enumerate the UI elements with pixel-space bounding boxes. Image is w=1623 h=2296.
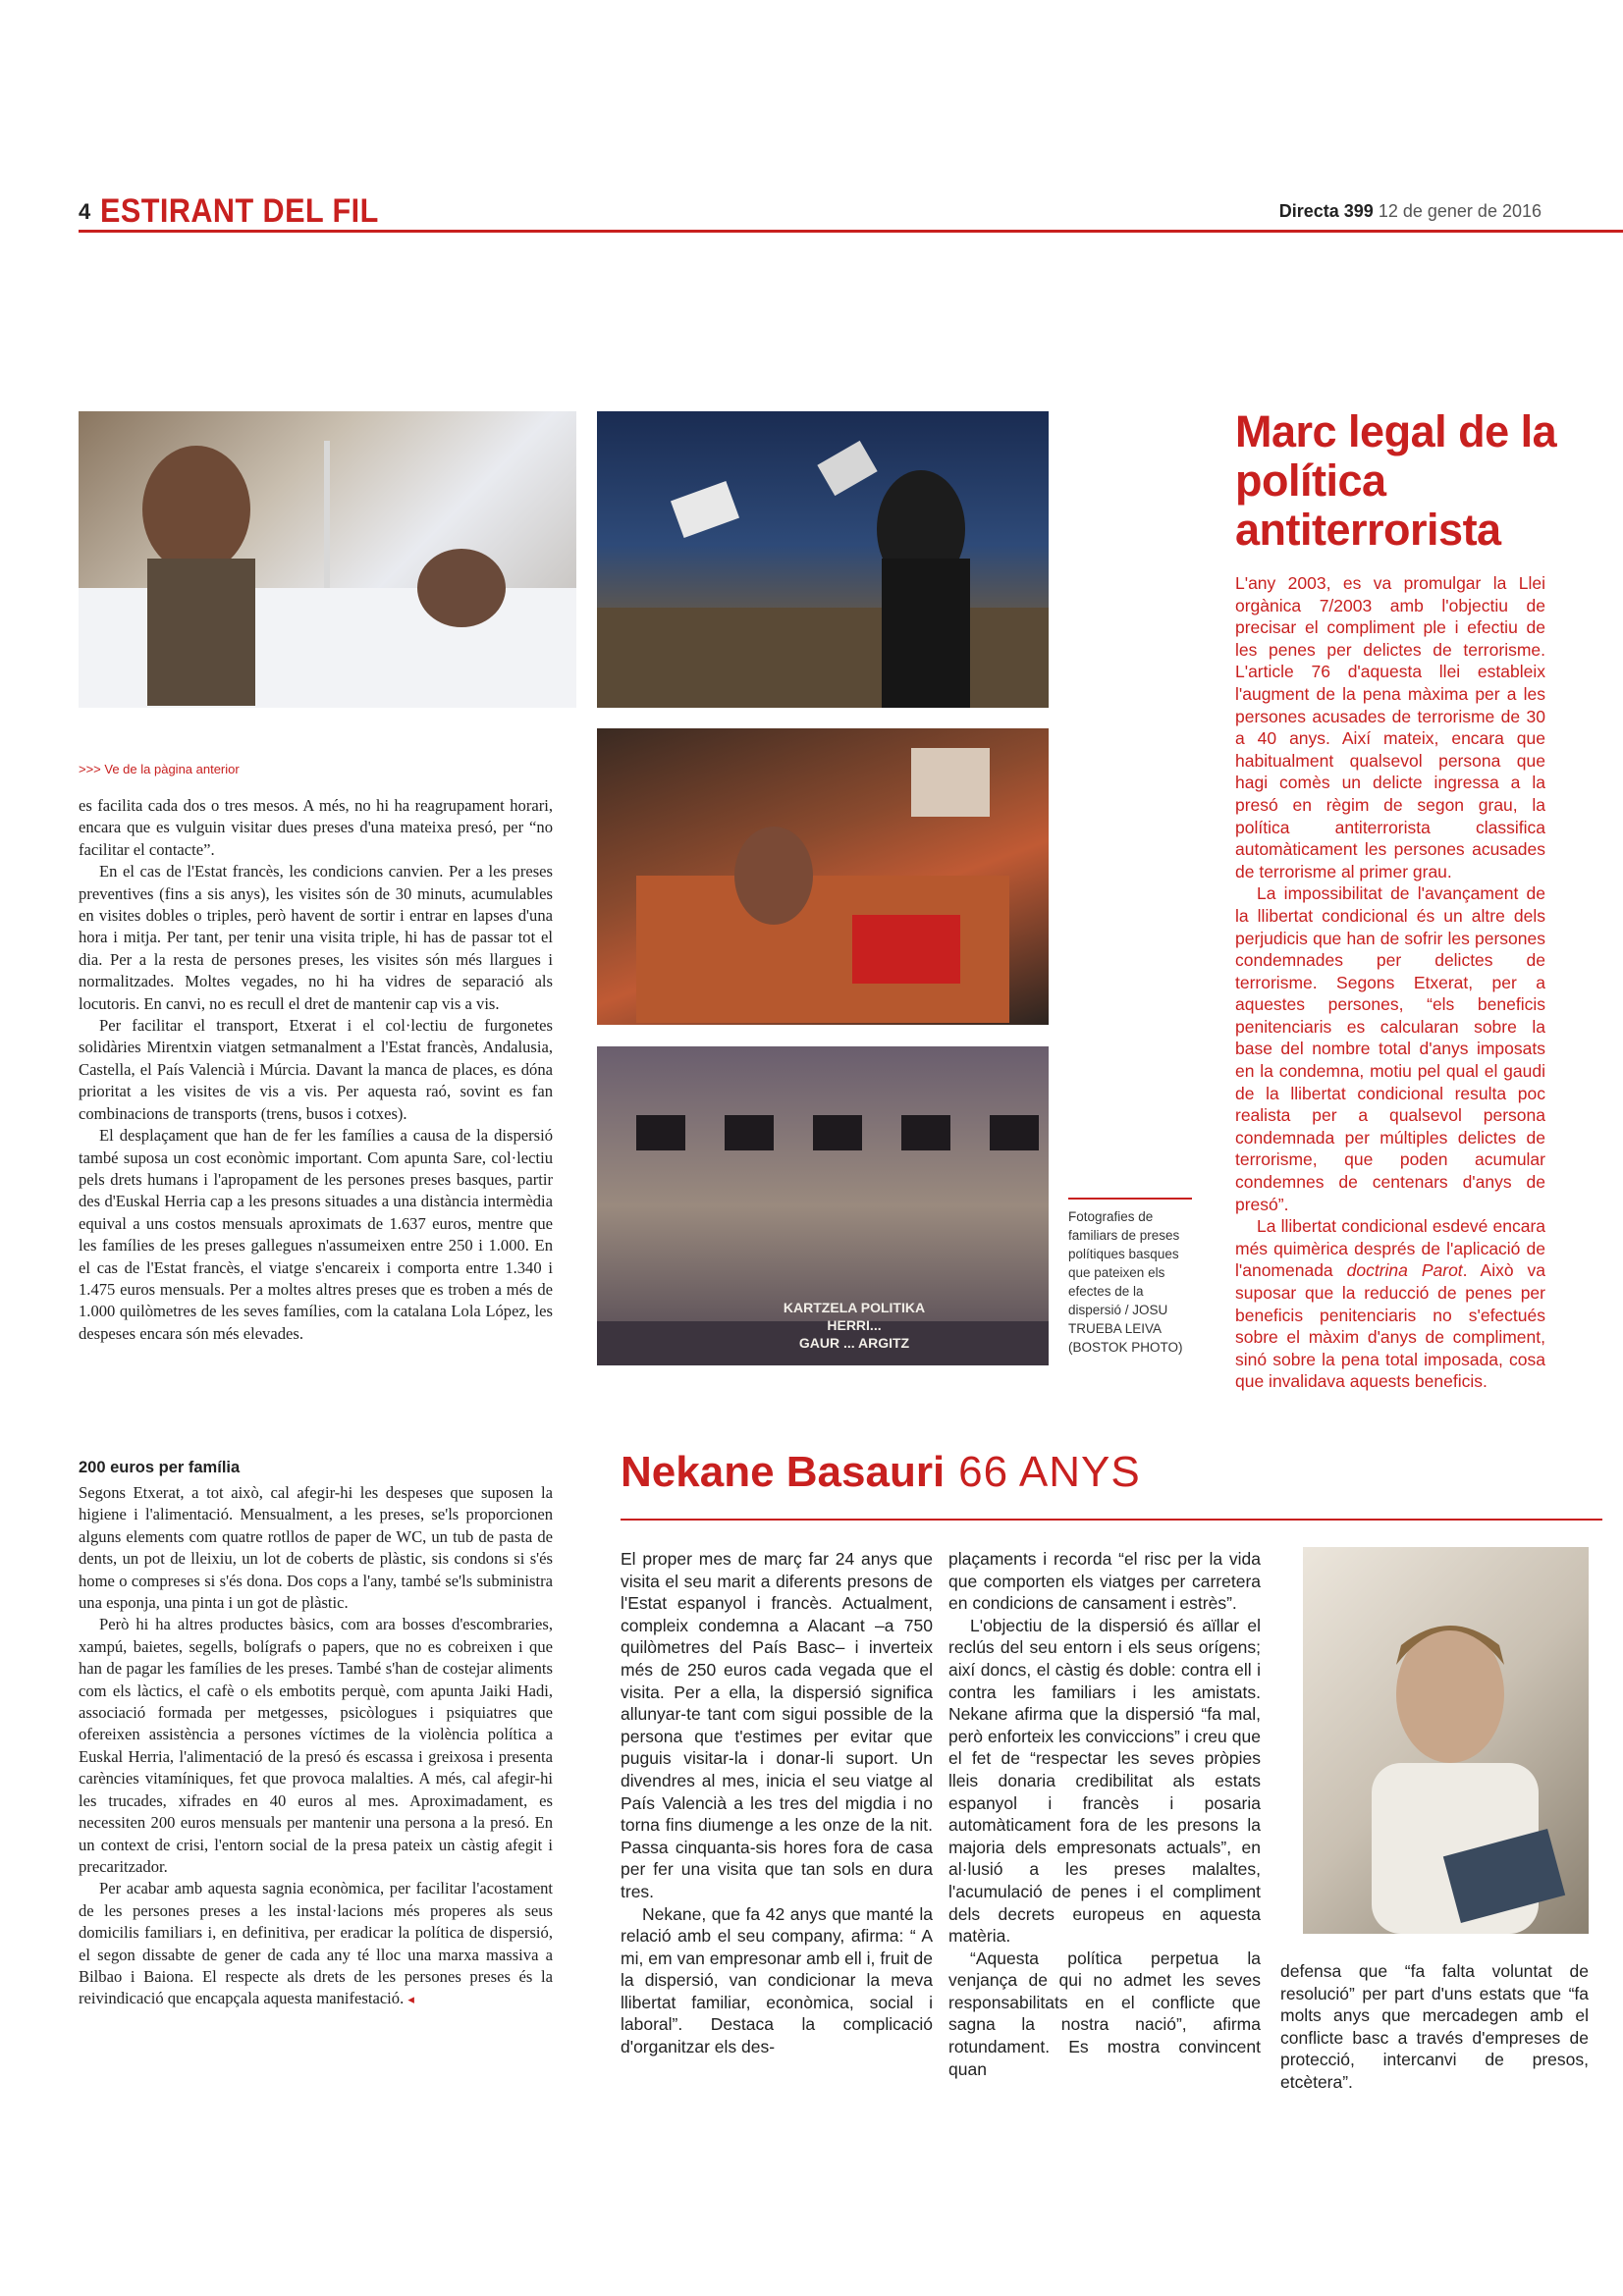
sidebar-text: La llibertat condicional esdevé encara més quimèrica després de l'aplicació de l'anomenada — [1235, 1216, 1545, 1281]
sidebar-text: . Això va suposar que la reducció de penes per beneficis penitenciaris no s'efectués sobre el màxim d'anys de compliment, sinó sobre la pena total imposada, cosa que invalidava aquests beneficis. — [1235, 1260, 1545, 1392]
article-paragraph: El desplaçament que han de fer les famílies a causa de la dispersió també suposa un cost econòmic important. Com apunta Sare, col·lectiu pels drets humans i l'apropament de les persones preses basques, partir des d'Euskal Herria cap a les presons situades a una distància intermèdia equival a uns costos mensuals aproximats de 1.637 euros, mentre que les famílies de les preses gallegues n'assumeixen entre 250 i 1.000. En el cas de l'Estat francès, el viatge s'encareix i comporta entre 1.340 i 1.475 euros mensuals. Per a moltes altres preses que es troben a més de 1.000 quilòmetres de les seves famílies, com la catalana Lola López, les despeses encara són més elevades. — [79, 1126, 553, 1343]
sidebar-paragraph — [1235, 1215, 1545, 1393]
photo-protest-march — [597, 411, 1049, 708]
graffiti-text: KARTZELA POLITIKA HERRI... GAUR ... ARGITZ — [783, 1300, 926, 1351]
continued-from-label: >>> Ve de la pàgina anterior — [79, 762, 240, 776]
photo-hospital-visit — [79, 411, 576, 708]
profile-heading — [621, 1448, 1141, 1497]
section-title: ESTIRANT DEL FIL — [100, 192, 379, 230]
article-paragraph: Per facilitar el transport, Etxerat i el col·lectiu de furgonetes solidàries Mirentxin viatgen setmanalment a l'Estat francès, Andalusia, Castella, el País Valencià i Múrcia. Davant la manca de places, es dóna prioritat a les visites de vis a vis. Per aquesta raó, sovint es fan combinacions de transports (trens, busos i cotxes). — [79, 1016, 553, 1123]
profile-paragraph: El proper mes de març far 24 anys que visita el seu marit a diferents presons de l'Estat espanyol i francès. Actualment, compleix condemna a Alacant –a 750 quilòmetres del País Basc– i inverteix més de 250 euros cada vegada que el visita. Per a ella, la dispersió significa allunyar-te tant com sigui possible de la persona que t'estimes per evitar que puguis visitar-la i donar-li suport. Un divendres al mes, inicia el seu viatge al País Valencià a les tres del migdia i no torna fins diumenge a les onze de la nit. Passa cinquanta-sis hores fora de casa per fer una visita que tan sols en dura tres. — [621, 1549, 933, 1901]
profile-paragraph: “Aquesta política perpetua la venjança de qui no admet les seves responsabilitats en el conflicte que sagna la nostra nació”, afirma rotundament. Es mostra convincent quan — [948, 1948, 1261, 2079]
publication-name: Directa 399 — [1278, 201, 1374, 221]
doctrina-parot-term: doctrina Parot — [1346, 1260, 1463, 1281]
protest-photo-illustration — [597, 411, 1049, 708]
profile-column-2 — [948, 1548, 1261, 2080]
sidebar-body — [1235, 572, 1545, 1393]
profile-column-3 — [1280, 1960, 1589, 2094]
page-number: 4 — [79, 199, 91, 224]
end-mark-icon: ◂ — [407, 1992, 414, 2007]
header-rule — [79, 230, 1623, 233]
profile-paragraph: L'objectiu de la dispersió és aïllar el reclús del seu entorn i els seus orígens; així doncs, el càstig és doble: contra ell i contra les familiars i les amistats. Nekane afirma que la dispersió “fa mal, però enforteix les conviccions” i creu que el fet de “respectar les seves pròpies lleis donaria credibilitat als estats espanyol i francès i posaria automàticament fora de les presons la majoria dels empresonats actuals”, en al·lusió a les preses malaltes, l'acumulació de penes i el compliment dels decrets europeus en aquesta matèria. — [948, 1615, 1261, 1947]
sidebar-title: Marc legal de la política antiterrorista — [1235, 406, 1557, 555]
profile-column-1 — [621, 1548, 933, 2058]
profile-paragraph: Nekane, que fa 42 anys que manté la relació amb el seu company, afirma: “ A mi, em van empresonar amb ell i, fruit de la dispersió, van condicionar la meva llibertat familiar, econòmica, social i laboral”. Destaca la complicació d'organitzar els des- — [621, 1903, 933, 2057]
left-article-part1 — [79, 795, 553, 1345]
publication-info — [1279, 201, 1542, 222]
sidebar-paragraph: L'any 2003, es va promulgar la Llei orgànica 7/2003 amb l'objectiu de precisar el compliment ple i efectiu de les penes per delictes de terrorisme. L'article 76 d'aquesta llei estableix l'augment de la pena màxima per a les persones acusades de terrorisme de 30 a 40 anys. Així mateix, encara que habitualment qualsevol persona que hagi comès un delicte ingressa a la presó en règim de segon grau, la política antiterrorista classifica automàticament les persones acusades de terrorisme al primer grau. — [1235, 573, 1545, 881]
photo-family-sofa — [597, 728, 1049, 1025]
article-paragraph-text: Per acabar amb aquesta sagnia econòmica, per facilitar l'acostament de les persones preses a les instal·lacions més properes als seus domicilis familiars i, en definitiva, per eradicar la política de dispersió, el segon dissabte de gener de cada any té lloc una marxa massiva a Bilbao i Baiona. El respecte als drets de les persones preses és la reivindicació que encapçala aquesta manifestació. — [79, 1879, 553, 2008]
sidebar-paragraph: La impossibilitat de l'avançament de la llibertat condicional és un altre dels perjudicis que han de sofrir les persones condemnades per delictes de terrorisme. Segons Etxerat, per a aquestes persones, “els beneficis penitenciaris es calcularan sobre la base del nombre total d'anys imposats en la condemna, motiu pel qual el gaudi de la llibertat condicional resulta poc realista per a qualsevol persona condemnada per múltiples delictes de terrorisme, que poden acumular condemnes de centenars d'anys de presó”. — [1235, 883, 1545, 1214]
article-paragraph: Segons Etxerat, a tot això, cal afegir-hi les despeses que suposen la higiene i l'alimentació. Mensualment, a les preses, se'ls proporcionen alguns elements com quatre rotllos de paper de WC, un tub de pasta de dents, un pot de lleixiu, un lot de coberts de plàstic, sis condons si s'és home o compreses si s'és dona. Dos cops a l'any, també se'ls subministra una esponja, una pinta i un got de plàstic. — [79, 1483, 553, 1613]
article-paragraph — [79, 1878, 553, 2010]
profile-age: 66 ANYS — [958, 1448, 1141, 1496]
publication-date: 12 de gener de 2016 — [1378, 201, 1542, 221]
hospital-photo-illustration — [79, 411, 576, 708]
caption-rule — [1068, 1198, 1192, 1200]
left-article-part2 — [79, 1482, 553, 2011]
article-paragraph: Però hi ha altres productes bàsics, com ara bosses d'escombraries, xampú, baietes, segells, bolígrafs o papers, que no es cobreixen i que han de pagar les famílies de les preses. També s'han de costejar aliments com els làctics, el cafè o els embotits perquè, com apunta Jaiki Hadi, associació formada per metgesses, psicòlogues i psiquiatres que ofereixen assistència a persones víctimes de la violència política a Euskal Herria, l'alimentació de la presó és escassa i greixosa i presenta carències vitamíniques, fet que provoca malalties. A més, cal afegir-hi les trucades, xifrades en 40 euros al mes. Aproximadament, es necessiten 200 euros mensuals per mantenir una persona a la presó. En un context de crisi, l'entorn social de la presa pateix un càstig afegit i precaritzador. — [79, 1615, 553, 1876]
portrait-illustration — [1303, 1547, 1589, 1934]
sofa-photo-illustration — [597, 728, 1049, 1025]
article-paragraph: En el cas de l'Estat francès, les condicions canvien. Per a les preses preventives (fins a sis anys), les visites són de 30 minuts, acumulables en visites dobles o triples, però havent de sortir i entrar en lapses d'una hora i mitja. Per tant, per tenir una visita triple, hi has de passar tot el dia. Per a la resta de persones preses, les visites són més llargues i normalitzades. Moltes vegades, no hi ha vidres de separació als locutoris. En canvi, no es recull el dret de mantenir cap vis a vis. — [79, 862, 553, 1013]
profile-name: Nekane Basauri — [621, 1448, 946, 1496]
photo-nekane-portrait — [1303, 1547, 1589, 1934]
profile-paragraph: plaçaments i recorda “el risc per la vida que comporten els viatges per carretera en condicions de cansament i estrès”. — [948, 1549, 1261, 1614]
profile-rule — [621, 1519, 1602, 1521]
subheading-200-euros: 200 euros per família — [79, 1459, 241, 1476]
photo-caption: Fotografies de familiars de preses polítiques basques que pateixen els efectes de la dispersió / JOSU TRUEBA LEIVA (BOSTOK PHOTO) — [1068, 1209, 1183, 1355]
article-paragraph: es facilita cada dos o tres mesos. A més, no hi ha reagrupament horari, encara que es vulguin visitar dues preses d'una mateixa presó, per “no facilitar el contacte”. — [79, 796, 553, 859]
profile-paragraph: defensa que “fa falta voluntat de resolució” per part d'uns estats que “fa molts anys que mercadegen amb el conflicte basc a través d'empreses de protecció, intercanvi de presos, etcètera”. — [1280, 1961, 1589, 2092]
